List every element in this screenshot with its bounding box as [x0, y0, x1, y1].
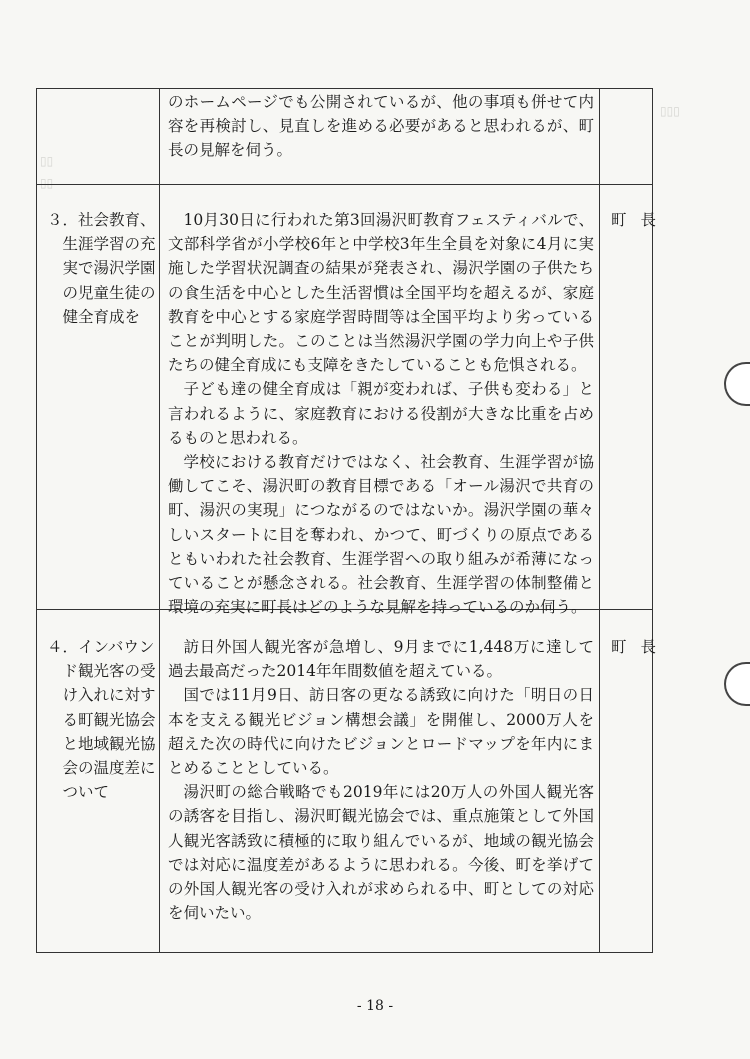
row-3-paragraph-2: 国では11月9日、訪日客の更なる誘致に向けた「明日の日本を支える観光ビジョン構想会議」を開催し、2000万人を超えた次の時代に向けたビジョンとロードマップを年内にまとめることとしている。 [168, 686, 594, 778]
question-table [36, 88, 670, 953]
row-3-paragraph-1: 訪日外国人観光客が急増し、9月までに1,448万に達して過去最高だった2014年年間数値を超えている。 [168, 638, 594, 681]
row-2-paragraph-2: 子ども達の健全育成は「親が変われば、子供も変わる」と言われるように、家庭教育における役割が大きな比重を占めるものと思われる。 [168, 380, 594, 447]
bleed-through-left: ▯▯ ▯▯ [40, 154, 54, 190]
row-divider-1 [37, 184, 652, 185]
row-3-answerer: 町長 [611, 638, 670, 656]
row-2-paragraph-3: 学校における教育だけではなく、社会教育、生涯学習が協働してこそ、湯沢町の教育目標である「オール湯沢で共育の町、湯沢の実現」につながるのではないか。湯沢学園の華々しいスタートに目を奪われ、かつて、町づくりの原点であるともいわれた社会教育、生涯学習への取り組みが希薄になっていることが懸念される。社会教育、生涯学習の体制整備と環境の充実に町長はどのような見解を持っているのか伺う。 [168, 453, 594, 617]
row-3-body [168, 635, 594, 925]
punch-hole-upper [724, 362, 750, 406]
bleed-through-right: ▯▯▯ [660, 104, 680, 118]
row-2-topic: ３．社会教育、 生涯学習の充 実で湯沢学園 の児童生徒の 健全育成を [47, 211, 156, 326]
page-number: - 18 - [356, 998, 394, 1014]
row-1-body [168, 90, 594, 163]
row-1-paragraph-1: のホームページでも公開されているが、他の事項も併せて内容を再検討し、見直しを進める必要があると思われるが、町長の見解を伺う。 [168, 93, 594, 160]
punch-hole-lower [724, 662, 750, 706]
row-3-topic: ４．インバウン ド観光客の受 け入れに対す る町観光協会 と地域観光協 会の温度差に ついて [47, 638, 156, 802]
column-divider-2 [599, 89, 600, 952]
row-3-paragraph-3: 湯沢町の総合戦略でも2019年には20万人の外国人観光客の誘客を目指し、湯沢町観光協会では、重点施策として外国人観光客誘致に積極的に取り組んでいるが、地域の観光協会では対応に温度差があるように思われる。今後、町を挙げての外国人観光客の受け入れが求められる中、町としての対応を伺いたい。 [168, 783, 594, 923]
row-2-paragraph-1: 10月30日に行われた第3回湯沢町教育フェスティバルで、文部科学省が小学校6年と中学校3年生全員を対象に4月に実施した学習状況調査の結果が発表され、湯沢学園の子供たちの食生活を中心とした生活習慣は全国平均を超えるが、家庭教育を中心とする家庭学習時間等は全国平均より劣っていることが判明した。このことは当然湯沢学園の学力向上や子供たちの健全育成にも支障をきたしていることも危惧される。 [168, 211, 594, 375]
row-2-body [168, 208, 594, 619]
row-2-answerer: 町長 [611, 211, 670, 229]
column-divider-1 [159, 89, 160, 952]
